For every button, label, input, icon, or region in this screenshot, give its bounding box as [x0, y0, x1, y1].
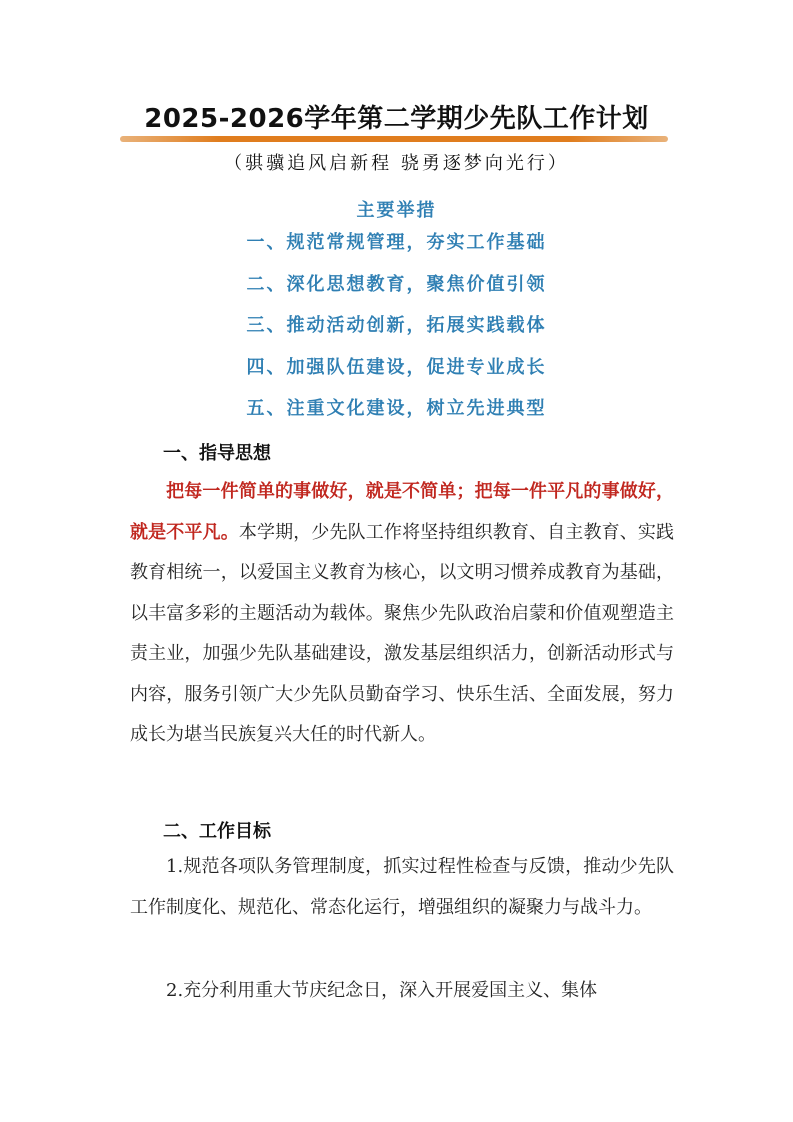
- section-heading-guiding-thought: 一、指导思想: [163, 443, 271, 464]
- section-heading-work-goals: 二、工作目标: [163, 821, 271, 842]
- guiding-thought-paragraph: [130, 472, 674, 756]
- measure-item: 三、推动活动创新，拓展实践载体: [246, 315, 547, 336]
- measure-item: 一、规范常规管理，夯实工作基础: [246, 232, 547, 253]
- guiding-thought-body: 本学期，少先队工作将坚持组织教育、自主教育、实践教育相统一，以爱国主义教育为核心，以文明习惯养成教育为基础，以丰富多彩的主题活动为载体。聚焦少先队政治启蒙和价值观塑造主责主业，加强少先队基础建设，激发基层组织活力，创新活动形式与内容，服务引领广大少先队员勤奋学习、快乐生活、全面发展，努力成长为堪当民族复兴大任的时代新人。: [130, 521, 674, 745]
- measures-heading: 主要举措: [356, 200, 437, 221]
- goal-item: [130, 847, 674, 928]
- goal-item: [130, 971, 674, 1012]
- measures-list: [0, 227, 793, 435]
- highlight-quote: 把每一件简单的事做好，就是不简单；把每一件平凡的事做好，就是不平凡。: [130, 481, 674, 543]
- measure-item: 五、注重文化建设，树立先进典型: [246, 398, 547, 419]
- document-title: 2025-2026学年第二学期少先队工作计划: [144, 104, 649, 134]
- document-subtitle: （骐骥追风启新程 骁勇逐梦向光行）: [224, 153, 569, 174]
- measure-item: 二、深化思想教育，聚焦价值引领: [246, 273, 547, 295]
- measure-item: 四、加强队伍建设，促进专业成长: [246, 356, 547, 378]
- goal-item-text: 2.充分利用重大节庆纪念日，深入开展爱国主义、集体: [166, 980, 598, 1001]
- goal-item-text: 1.规范各项队务管理制度，抓实过程性检查与反馈，推动少先队工作制度化、规范化、常态化运行，增强组织的凝聚力与战斗力。: [130, 856, 674, 918]
- title-underline: [120, 136, 668, 142]
